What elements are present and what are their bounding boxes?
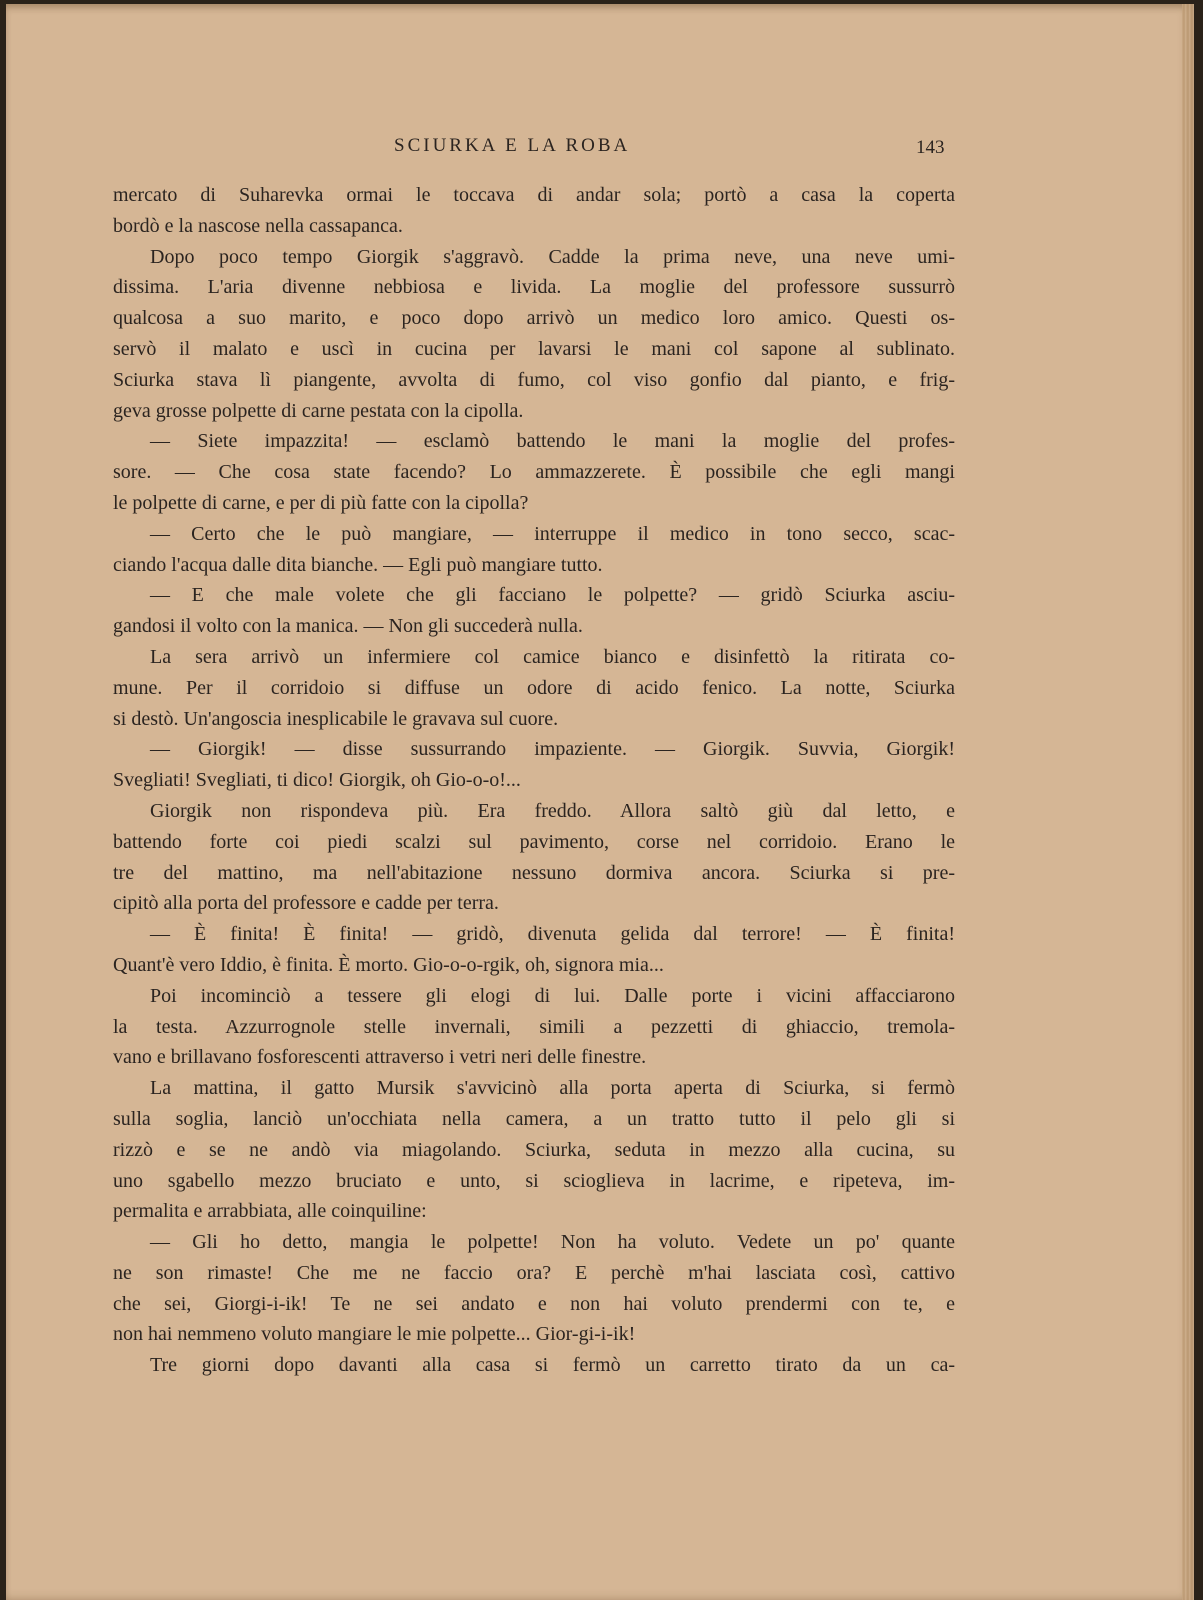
text-line: Quant'è vero Iddio, è finita. È morto. Gio-o-o-rgik, oh, signora mia... [113, 953, 664, 976]
text-line: che sei, Giorgi-i-ik! Te ne sei andato e non hai voluto prendermi con te, e [113, 1292, 955, 1315]
book-page [6, 4, 1194, 1600]
text-line: dissima. L'aria divenne nebbiosa e livida. La moglie del professore sussurrò [113, 276, 955, 299]
page-edge-shadow [1182, 4, 1194, 1600]
text-line: gandosi il volto con la manica. — Non gli succederà nulla. [113, 615, 583, 638]
text-line: — È finita! È finita! — gridò, divenuta gelida dal terrore! — È finita! [150, 923, 955, 946]
text-line: non hai nemmeno voluto mangiare le mie polpette... Gior-gi-i-ik! [113, 1323, 636, 1346]
text-line: sulla soglia, lanciò un'occhiata nella camera, a un tratto tutto il pelo gli si [113, 1107, 955, 1130]
text-line: si destò. Un'angoscia inesplicabile le gravava sul cuore. [113, 707, 559, 730]
body-text [113, 180, 955, 1381]
text-line: vano e brillavano fosforescenti attraverso i vetri neri delle finestre. [113, 1046, 647, 1069]
text-line: mercato di Suharevka ormai le toccava di andar sola; portò a casa la coperta [113, 184, 955, 206]
text-line: la testa. Azzurrognole stelle invernali, simili a pezzetti di ghiaccio, tremola- [113, 1015, 955, 1038]
text-line: La sera arrivò un infermiere col camice bianco e disinfettò la ritirata co- [150, 645, 955, 668]
text-line: Poi incominciò a tessere gli elogi di lui. Dalle porte i vicini affacciarono [150, 984, 955, 1007]
page-number: 143 [916, 137, 945, 158]
running-header [6, 135, 1194, 165]
text-line: ciando l'acqua dalle dita bianche. — Egli può mangiare tutto. [113, 553, 603, 576]
text-line: La mattina, il gatto Mursik s'avvicinò alla porta aperta di Sciurka, si fermò [150, 1077, 955, 1100]
text-line: — E che male volete che gli facciano le polpette? — gridò Sciurka asciu- [150, 584, 955, 607]
text-line: battendo forte coi piedi scalzi sul pavimento, corse nel corridoio. Erano le [113, 830, 955, 853]
text-line: tre del mattino, ma nell'abitazione nessuno dormiva ancora. Sciurka si pre- [113, 861, 955, 884]
text-line: le polpette di carne, e per di più fatte con la cipolla? [113, 491, 529, 514]
text-line: uno sgabello mezzo bruciato e unto, si scioglieva in lacrime, e ripeteva, im- [113, 1169, 955, 1192]
text-line: bordò e la nascose nella cassapanca. [113, 214, 403, 237]
text-line: mune. Per il corridoio si diffuse un odore di acido fenico. La notte, Sciurka [113, 676, 955, 699]
text-line: sore. — Che cosa state facendo? Lo ammazzerete. È possibile che egli mangi [113, 461, 955, 484]
text-line: cipitò alla porta del professore e cadde per terra. [113, 892, 499, 915]
text-line: servò il malato e uscì in cucina per lavarsi le mani col sapone al sublinato. [113, 337, 955, 360]
text-line: permalita e arrabbiata, alle coinquiline: [113, 1200, 427, 1223]
text-line: Giorgik non rispondeva più. Era freddo. Allora saltò giù dal letto, e [150, 799, 955, 822]
text-line: Tre giorni dopo davanti alla casa si fermò un carretto tirato da un ca- [150, 1354, 955, 1377]
text-line: ne son rimaste! Che me ne faccio ora? E perchè m'hai lasciata così, cattivo [113, 1261, 955, 1284]
text-line: — Certo che le può mangiare, — interruppe il medico in tono secco, scac- [150, 522, 955, 545]
text-line: Sciurka stava lì piangente, avvolta di fumo, col viso gonfio dal pianto, e frig- [113, 368, 955, 391]
text-line: geva grosse polpette di carne pestata con la cipolla. [113, 399, 524, 422]
text-line: — Giorgik! — disse sussurrando impaziente. — Giorgik. Suvvia, Giorgik! [150, 738, 955, 761]
running-title: SCIURKA E LA ROBA [394, 135, 631, 156]
text-line: — Siete impazzita! — esclamò battendo le mani la moglie del profes- [150, 430, 955, 453]
text-line: Svegliati! Svegliati, ti dico! Giorgik, oh Gio-o-o!... [113, 769, 521, 792]
text-line: Dopo poco tempo Giorgik s'aggravò. Cadde la prima neve, una neve umi- [150, 245, 955, 268]
text-line: rizzò e se ne andò via miagolando. Sciurka, seduta in mezzo alla cucina, su [113, 1138, 955, 1161]
text-line: — Gli ho detto, mangia le polpette! Non ha voluto. Vedete un po' quante [150, 1231, 955, 1254]
text-line: qualcosa a suo marito, e poco dopo arrivò un medico loro amico. Questi os- [113, 307, 955, 330]
